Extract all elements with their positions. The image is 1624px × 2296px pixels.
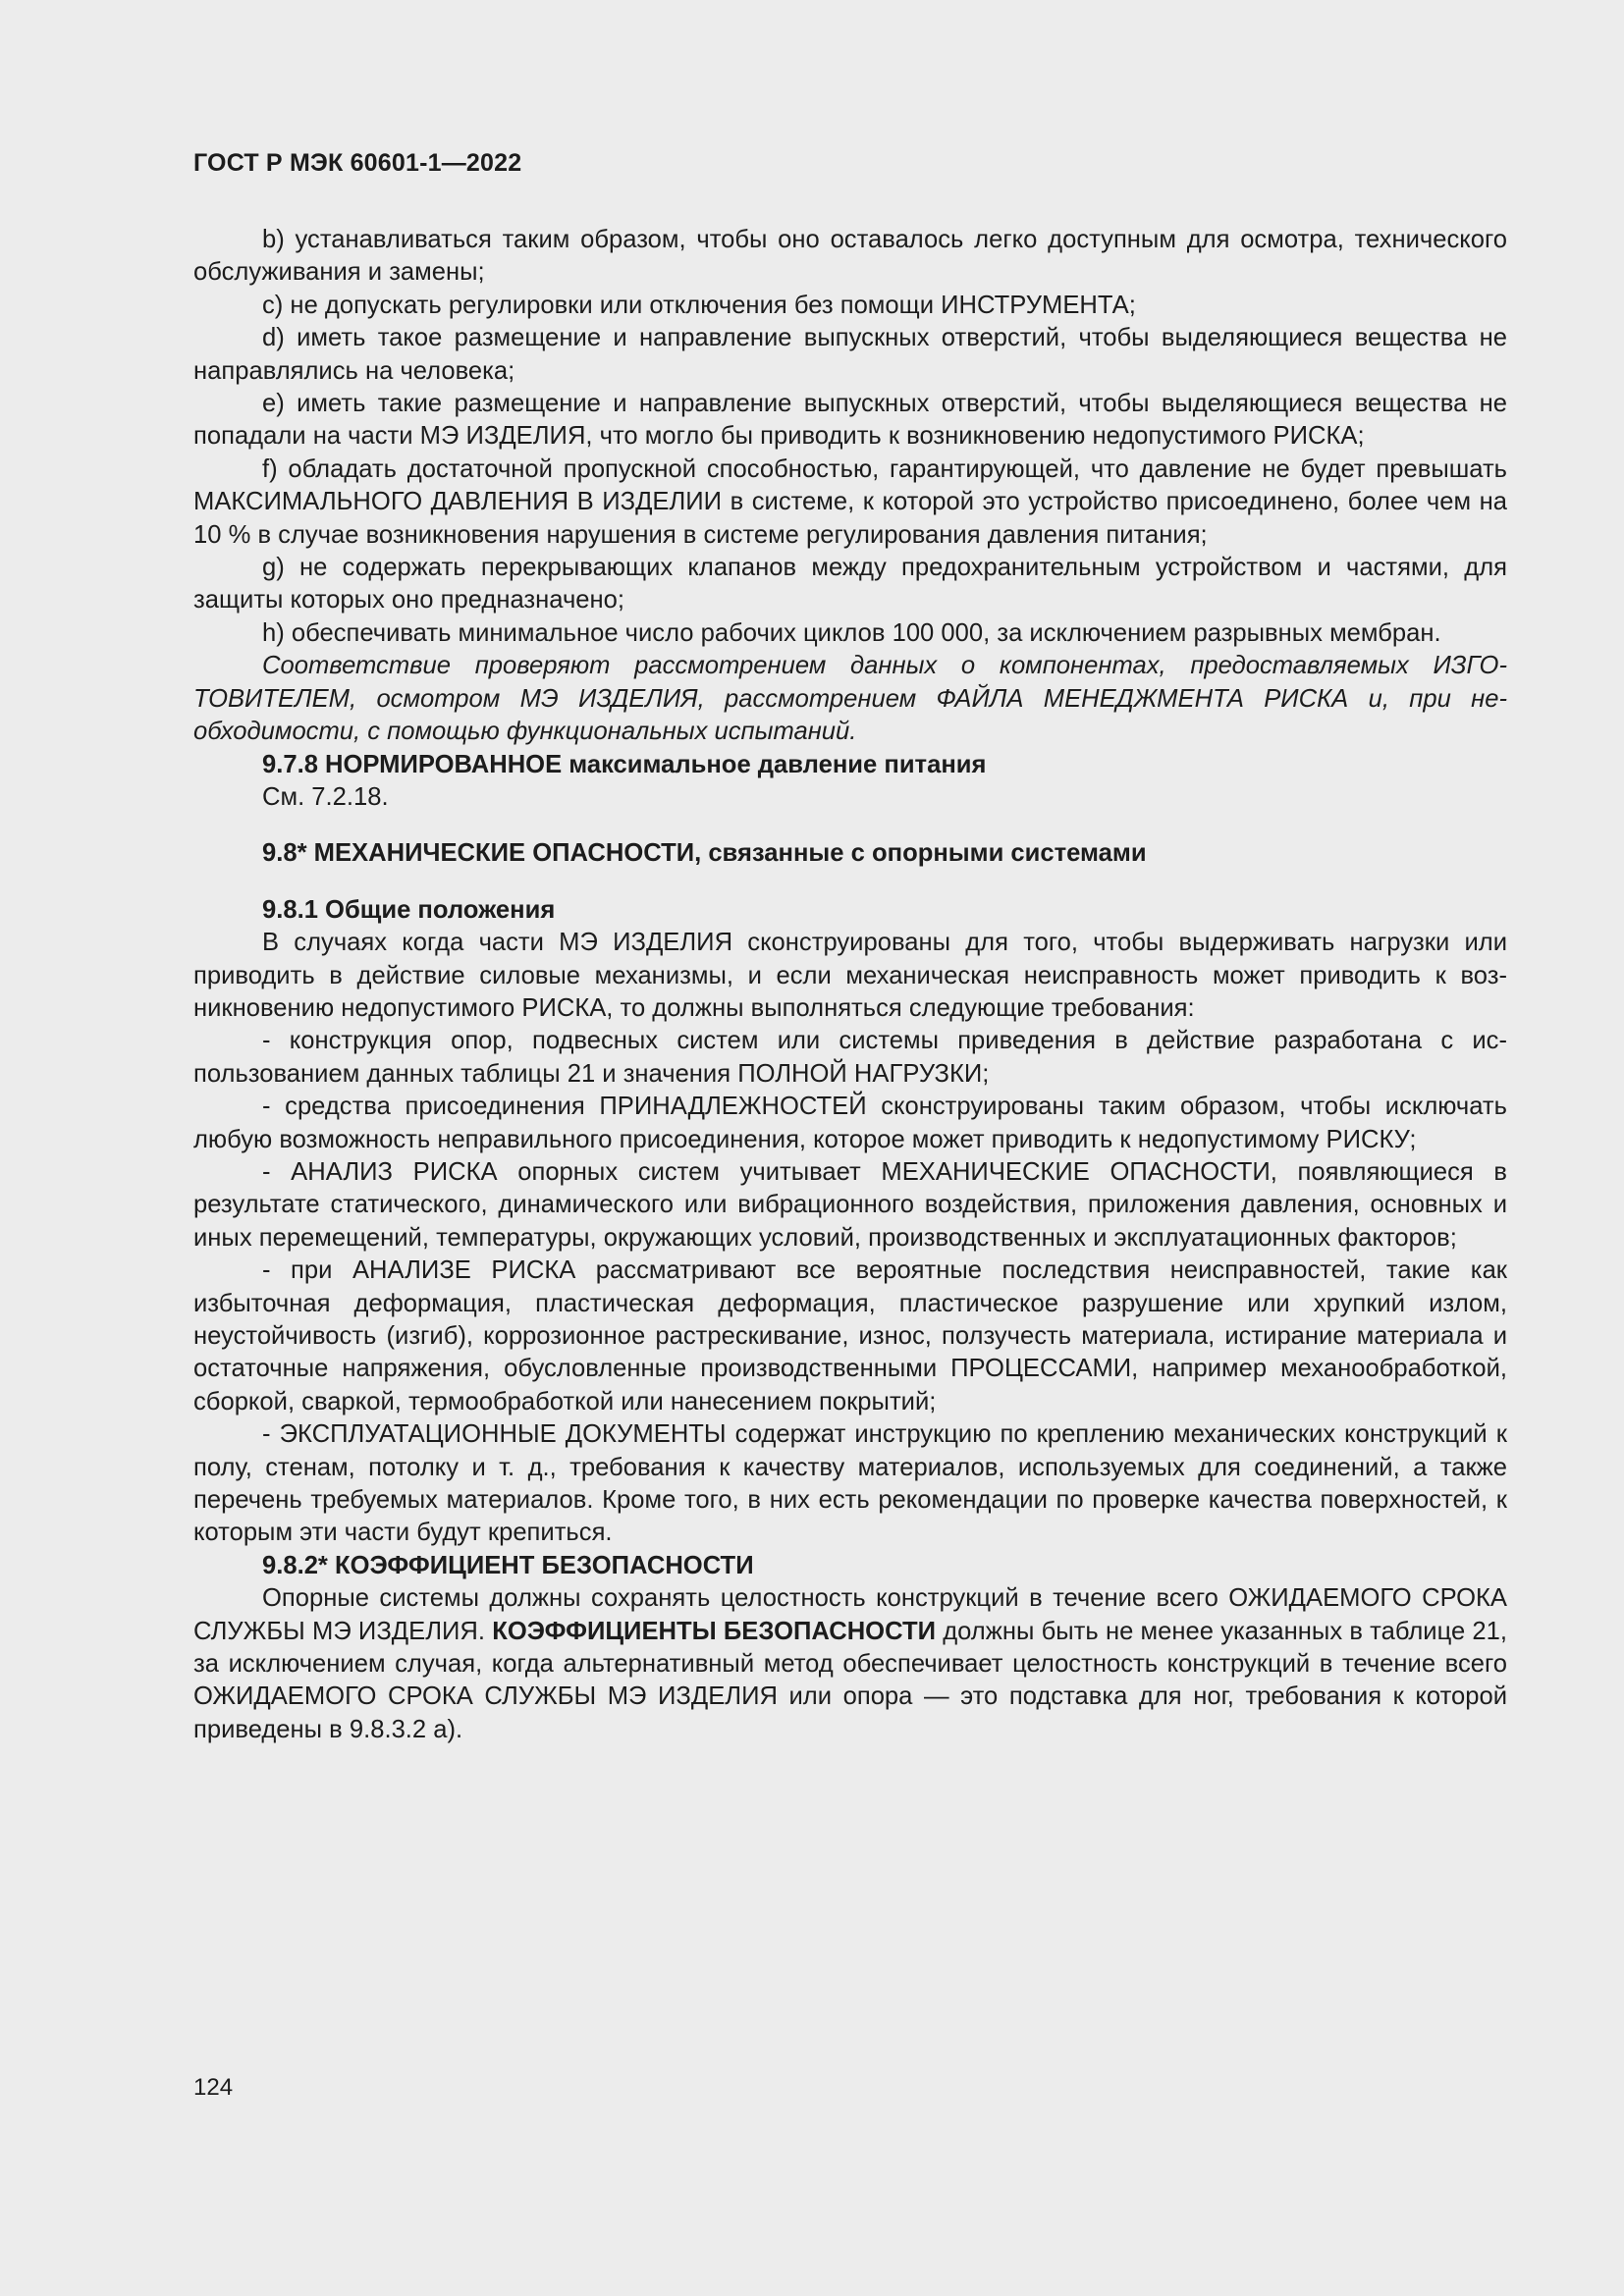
list-item-h: h) обеспечивать минимальное число рабочих циклов 100 000, за исключением разрывных мембран. [262, 618, 1441, 647]
compliance-note: Соответствие проверяют рассмотрением данных о компонентах, предоставляемых ИЗГОТОВИТЕЛЕМ, осмотром МЭ ИЗДЕЛИЯ, рассмотрением ФАЙЛА МЕНЕДЖМЕНТА РИСКА и, при необходимости, с помощью функциональных испытаний. [193, 652, 1507, 746]
bullet-item-2: - средства присоединения ПРИНАДЛЕЖНОСТЕЙ сконструированы таким образом, чтобы исключать любую возможность неправильного присоединения, которое может приводить к недопустимому РИСКУ; [193, 1093, 1507, 1153]
safety-factor-term: КОЭФФИЦИЕНТЫ БЕЗОПАСНОСТИ [492, 1617, 936, 1645]
list-item-b: b) устанавливаться таким образом, чтобы оно оставалось легко доступным для осмотра, технического обслуживания и замены; [193, 226, 1507, 287]
page-content [193, 224, 1507, 1746]
paragraph-9-8-2-start: Опорные системы должны сохранять целостность конструкций в течение всего ОЖИДАЕМОГО СРОКА СЛУЖБЫ МЭ ИЗДЕЛИЯ. [193, 1584, 1507, 1645]
bullet-item-5: - ЭКСПЛУАТАЦИОННЫЕ ДОКУМЕНТЫ содержат инструкцию по креплению механических конструкций к полу, стенам, потолку и т. д., требования к качеству материалов, используемых для соединений, а также перечень требуемых материалов. Кроме того, в них есть рекомендации по проверке качества поверхностей, к которым эти части будут крепиться. [193, 1420, 1507, 1547]
list-item-c: c) не допускать регулировки или отключения без помощи ИНСТРУМЕНТА; [262, 291, 1136, 319]
paragraph-9-8-1: В случаях когда части МЭ ИЗДЕЛИЯ сконструированы для того, чтобы выдерживать нагрузки или приводить в действие силовые механизмы, и если механическая неисправность может приводить к возникновению недопустимого РИСКА, то должны выполняться следующие требования: [193, 929, 1507, 1022]
bullet-item-3: - АНАЛИЗ РИСКА опорных систем учитывает МЕХАНИЧЕСКИЕ ОПАСНОСТИ, появляющиеся в результате статического, динамического или вибрационного воздействия, приложения давления, основных и иных перемещений, температуры, окружающих условий, производственных и эксплуатационных факторов; [193, 1157, 1507, 1252]
list-item-g: g) не содержать перекрывающих клапанов между предохранительным устройством и частями, для защиты которых оно предназначено; [193, 554, 1507, 614]
bullet-item-1: - конструкция опор, подвесных систем или системы приведения в действие разработана с использованием данных таблицы 21 и значения ПОЛНОЙ НАГРУЗКИ; [193, 1027, 1507, 1088]
bullet-item-4: - при АНАЛИЗЕ РИСКА рассматривают все вероятные последствия неисправностей, такие как избыточная деформация, пластическая деформация, пластическое разрушение или хрупкий излом, неустойчивость (изгиб), коррозионное растрескивание, износ, ползучесть материала, истирание материала и остаточные напряжения, обусловленные производственными ПРОЦЕССАМИ, например механообработкой, сборкой, сваркой, термообработкой или нанесением покрытий; [193, 1256, 1507, 1415]
paragraph-9-8-2 [193, 1582, 1507, 1746]
list-item-f: f) обладать достаточной пропускной способностью, гарантирующей, что давление не будет превышать МАКСИМАЛЬНОГО ДАВЛЕНИЯ В ИЗДЕЛИИ в системе, к которой это устройство присоединено, более чем на 10 % в случае возникновения нарушения в системе регулирования давления питания; [193, 454, 1507, 549]
cross-reference: См. 7.2.18. [262, 782, 389, 811]
section-heading-9-7-8: 9.7.8 НОРМИРОВАННОЕ максимальное давление питания [262, 750, 987, 778]
page-number: 124 [193, 2074, 234, 2101]
section-heading-9-8: 9.8* МЕХАНИЧЕСКИЕ ОПАСНОСТИ, связанные с опорными системами [262, 839, 1147, 868]
paragraph-9-8-2-end: должны быть не менее указанных в таблице 21, за исключением случая, когда альтернативный метод обеспечивает целостность конструкций в течение всего ОЖИДАЕМОГО СРОКА СЛУЖБЫ МЭ ИЗДЕЛИЯ или опора — это подставка для ног, требования к которой приведены в 9.8.3.2 а). [193, 1617, 1507, 1743]
list-item-e: e) иметь такие размещение и направление выпускных отверстий, чтобы выделяющиеся вещества не попадали на части МЭ ИЗДЕЛИЯ, что могло бы приводить к возникновению недопустимого РИСКА; [193, 390, 1507, 451]
section-heading-9-8-1: 9.8.1 Общие положения [262, 895, 556, 924]
list-item-d: d) иметь такое размещение и направление выпускных отверстий, чтобы выделяющиеся вещества не направлялись на человека; [193, 324, 1507, 385]
section-heading-9-8-2: 9.8.2* КОЭФФИЦИЕНТ БЕЗОПАСНОСТИ [262, 1551, 754, 1579]
document-header: ГОСТ Р МЭК 60601-1—2022 [193, 149, 522, 177]
